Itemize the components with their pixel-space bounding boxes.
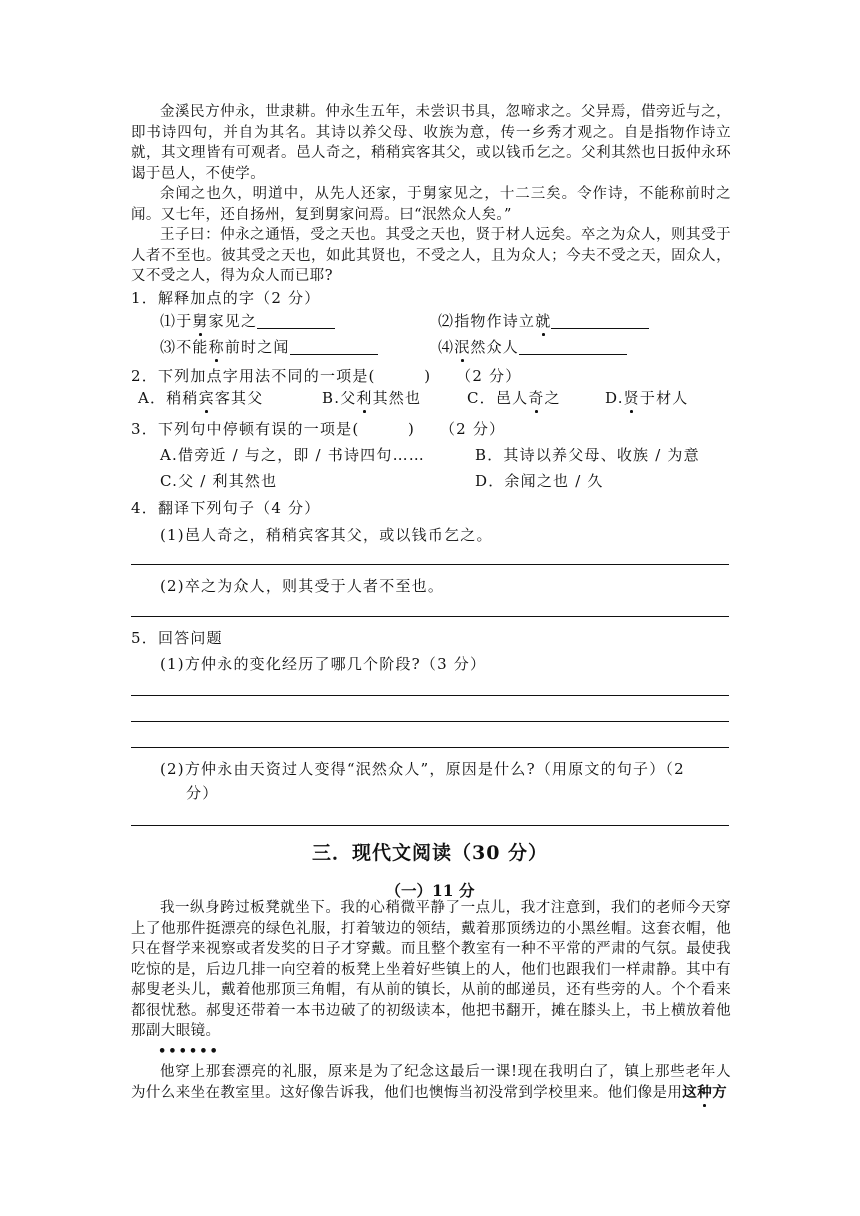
question-4-stem: 4．翻译下列句子（4 分） <box>131 499 321 517</box>
option-text: A．稍稍 <box>138 389 199 407</box>
option-text: 其然也 <box>372 389 422 407</box>
question-2-stem: 2．下列加点字用法不同的一项是( ) （2 分） <box>131 367 522 385</box>
item-text: 不能 <box>176 338 209 356</box>
dotted-char: 利 <box>356 389 373 407</box>
question-5-stem: 5．回答问题 <box>131 629 223 647</box>
passage-paragraph-3: 王子曰：仲永之通悟，受之天也。其受之天也，贤于材人远矣。卒之为众人，则其受于人者不至也。彼其受之天也，如此其贤也，不受之人，且为众人；今夫不受之天，固众人，又不受之人，得为众人而已耶? <box>131 227 731 284</box>
answer-line[interactable] <box>131 564 729 565</box>
question-2-option-a[interactable] <box>138 387 263 408</box>
option-text: 之 <box>544 389 561 407</box>
bold-dotted-char: 种 <box>697 1083 713 1101</box>
answer-line[interactable] <box>131 695 729 696</box>
question-1-item-a <box>160 310 335 331</box>
item-number: ⑴ <box>160 312 177 330</box>
bold-text: 这 <box>682 1083 698 1101</box>
question-3-option-a[interactable]: A.借旁近 / 与之，即 / 书诗四句…… <box>160 446 425 464</box>
question-1-item-c <box>160 336 378 357</box>
item-number: ⑷ <box>438 338 455 356</box>
dotted-char: 就 <box>535 312 552 330</box>
modern-paragraph-2 <box>131 1062 731 1103</box>
answer-line[interactable] <box>131 721 729 722</box>
passage-paragraph-2: 余闻之也久，明道中，从先人还家，于舅家见之，十二三矣。令作诗，不能称前时之闻。又七年，还自扬州，复到舅家问焉。曰“泯然众人矣。” <box>131 186 731 223</box>
question-1-stem: 1．解释加点的字（2 分） <box>131 289 321 307</box>
item-text: 然众人 <box>470 338 520 356</box>
question-4-sentence-2: (2)卒之为众人，则其受于人者不至也。 <box>160 577 445 595</box>
answer-line[interactable] <box>131 747 729 748</box>
answer-blank[interactable] <box>551 312 649 329</box>
dotted-char: 舅 <box>192 312 209 330</box>
question-2-option-b[interactable] <box>322 387 421 408</box>
option-text: B.父 <box>322 389 357 407</box>
question-4-sentence-1: (1)邑人奇之，稍稍宾客其父，或以钱币乞之。 <box>160 526 493 544</box>
answer-line[interactable] <box>131 825 729 826</box>
item-text: 于 <box>176 312 193 330</box>
dotted-char: 称 <box>208 338 225 356</box>
option-text: 于材人 <box>639 389 689 407</box>
question-5-sub-1: (1)方仲永的变化经历了哪几个阶段?（3 分） <box>160 655 487 673</box>
option-text: D. <box>605 389 624 407</box>
option-text: 客其父 <box>214 389 264 407</box>
dotted-char: 贤 <box>623 389 640 407</box>
question-1-item-d <box>438 336 627 357</box>
answer-blank[interactable] <box>519 338 627 355</box>
item-text: 指物作诗立 <box>454 312 536 330</box>
section-title: 三．现代文阅读（30 分） <box>311 842 549 864</box>
bold-text: 方 <box>712 1083 728 1101</box>
question-5-sub-2-cont: 分） <box>186 784 219 802</box>
question-1-item-b <box>438 310 649 331</box>
question-3-stem: 3．下列句中停顿有误的一项是( ) （2 分） <box>131 420 506 438</box>
item-number: ⑵ <box>438 312 455 330</box>
dotted-char: 泯 <box>454 338 471 356</box>
question-5-sub-2: (2)方仲永由天资过人变得“泯然众人”，原因是什么?（用原文的句子）（2 <box>160 760 685 778</box>
question-3-option-b[interactable]: B．其诗以养父母、收族 / 为意 <box>475 446 700 464</box>
ellipsis-dots: •••••• <box>158 1044 220 1059</box>
dotted-char: 奇 <box>528 389 545 407</box>
option-text: C．邑人 <box>467 389 529 407</box>
answer-line[interactable] <box>131 616 729 617</box>
question-3-option-c[interactable]: C.父 / 利其然也 <box>160 472 278 490</box>
answer-blank[interactable] <box>290 338 378 355</box>
modern-paragraph-1: 我一纵身跨过板凳就坐下。我的心稍微平静了一点儿，我才注意到，我们的老师今天穿上了他那件挺漂亮的绿色礼服，打着皱边的领结，戴着那顶绣边的小黑丝帽。这套衣帽，他只在督学来视察或者发奖的日子才穿戴。而且整个教室有一种不平常的严肃的气氛。最使我吃惊的是，后边几排一向空着的板凳上坐着好些镇上的人，他们也跟我们一样肃静。其中有郝叟老头儿，戴着他那顶三角帽，有从前的镇长，从前的邮递员，还有些旁的人。个个看来都很忧愁。郝叟还带着一本书边破了的初级读本，他把书翻开，摊在膝头上，书上横放着他那副大眼镜。 <box>131 900 731 1039</box>
question-3-option-d[interactable]: D．余闻之也 / 久 <box>475 472 604 490</box>
item-text: 前时之闻 <box>224 338 290 356</box>
answer-blank[interactable] <box>257 312 335 329</box>
question-2-option-d[interactable] <box>605 387 688 408</box>
paragraph-text: 他穿上那套漂亮的礼服，原来是为了纪念这最后一课!现在我明白了，镇上那些老年人为什么来坐在教室里。这好像告诉我，他们也懊悔当初没常到学校里来。他们像是用 <box>131 1064 731 1101</box>
item-text: 家见之 <box>208 312 258 330</box>
passage-paragraph-1: 金溪民方仲永，世隶耕。仲永生五年，未尝识书具，忽啼求之。父异焉，借旁近与之，即书诗四句，并自为其名。其诗以养父母、收族为意，传一乡秀才观之。自是指物作诗立就，其文理皆有可观者。邑人奇之，稍稍宾客其父，或以钱币乞之。父利其然也日扳仲永环谒于邑人，不使学。 <box>131 104 731 182</box>
dotted-char: 宾 <box>198 389 215 407</box>
section-subtitle: （一）11 分 <box>385 881 475 900</box>
question-2-option-c[interactable] <box>467 387 561 408</box>
item-number: ⑶ <box>160 338 177 356</box>
